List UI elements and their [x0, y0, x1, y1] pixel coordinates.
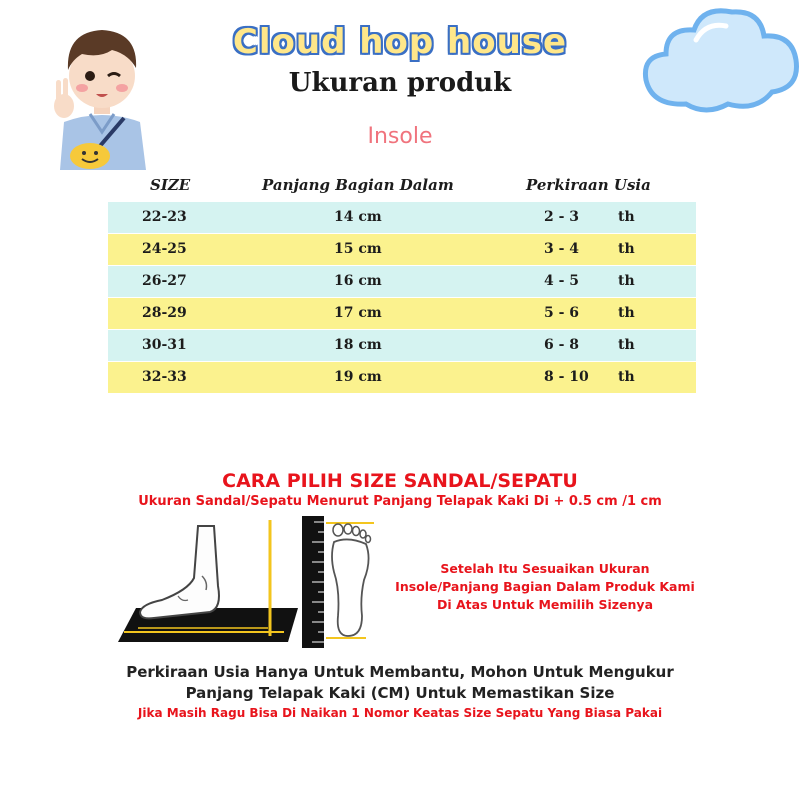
footer-note — [60, 662, 740, 704]
section-label-insole: Insole — [367, 124, 433, 149]
page-subtitle: Ukuran produk — [288, 68, 512, 98]
cell-unit: th — [618, 369, 635, 385]
brand-title: Cloud hop house — [232, 22, 568, 62]
ruler-icon — [302, 516, 326, 648]
guide-note-line: Di Atas Untuk Memilih Sizenya — [436, 597, 654, 612]
header-age: Perkiraan Usia — [526, 176, 651, 194]
cell-unit: th — [618, 209, 635, 225]
guide-note — [365, 560, 725, 614]
table-row — [108, 362, 696, 393]
cell-length: 19 cm — [334, 369, 382, 385]
header-inner-length: Panjang Bagian Dalam — [262, 176, 454, 194]
cell-unit: th — [618, 337, 635, 353]
table-row — [108, 298, 696, 329]
size-table — [108, 170, 696, 394]
cell-length: 16 cm — [334, 273, 382, 289]
foot-side-view-icon — [118, 516, 298, 648]
cell-unit: th — [618, 241, 635, 257]
guide-note-line: Setelah Itu Sesuaikan Ukuran — [440, 561, 650, 576]
cell-age: 8 - 10 — [544, 369, 589, 385]
footer-warning: Jika Masih Ragu Bisa Di Naikan 1 Nomor Keatas Size Sepatu Yang Biasa Pakai — [137, 706, 663, 720]
cell-size: 24-25 — [142, 241, 187, 257]
cell-length: 17 cm — [334, 305, 382, 321]
cell-length: 14 cm — [334, 209, 382, 225]
boy-mascot-icon — [42, 10, 162, 170]
cell-age: 6 - 8 — [544, 337, 580, 353]
table-row — [108, 202, 696, 233]
table-row — [108, 330, 696, 361]
cell-age: 4 - 5 — [544, 273, 580, 289]
guide-subtitle: Ukuran Sandal/Sepatu Menurut Panjang Telapak Kaki Di + 0.5 cm /1 cm — [138, 494, 662, 509]
cell-size: 30-31 — [142, 337, 187, 353]
guide-note-line: Insole/Panjang Bagian Dalam Produk Kami — [395, 579, 695, 594]
footer-note-line: Perkiraan Usia Hanya Untuk Membantu, Mohon Untuk Mengukur — [126, 663, 674, 681]
cell-age: 2 - 3 — [544, 209, 580, 225]
guide-title: CARA PILIH SIZE SANDAL/SEPATU — [222, 470, 578, 492]
cell-unit: th — [618, 305, 635, 321]
cloud-icon — [636, 0, 800, 120]
cell-size: 22-23 — [142, 209, 187, 225]
cell-age: 5 - 6 — [544, 305, 580, 321]
cell-size: 32-33 — [142, 369, 187, 385]
header-size: SIZE — [150, 176, 191, 194]
cell-size: 26-27 — [142, 273, 187, 289]
cell-age: 3 - 4 — [544, 241, 580, 257]
cell-length: 18 cm — [334, 337, 382, 353]
footer-note-line: Panjang Telapak Kaki (CM) Untuk Memastikan Size — [185, 684, 615, 702]
table-row — [108, 234, 696, 265]
table-row — [108, 266, 696, 297]
table-header — [108, 170, 696, 202]
cell-length: 15 cm — [334, 241, 382, 257]
cell-unit: th — [618, 273, 635, 289]
cell-size: 28-29 — [142, 305, 187, 321]
